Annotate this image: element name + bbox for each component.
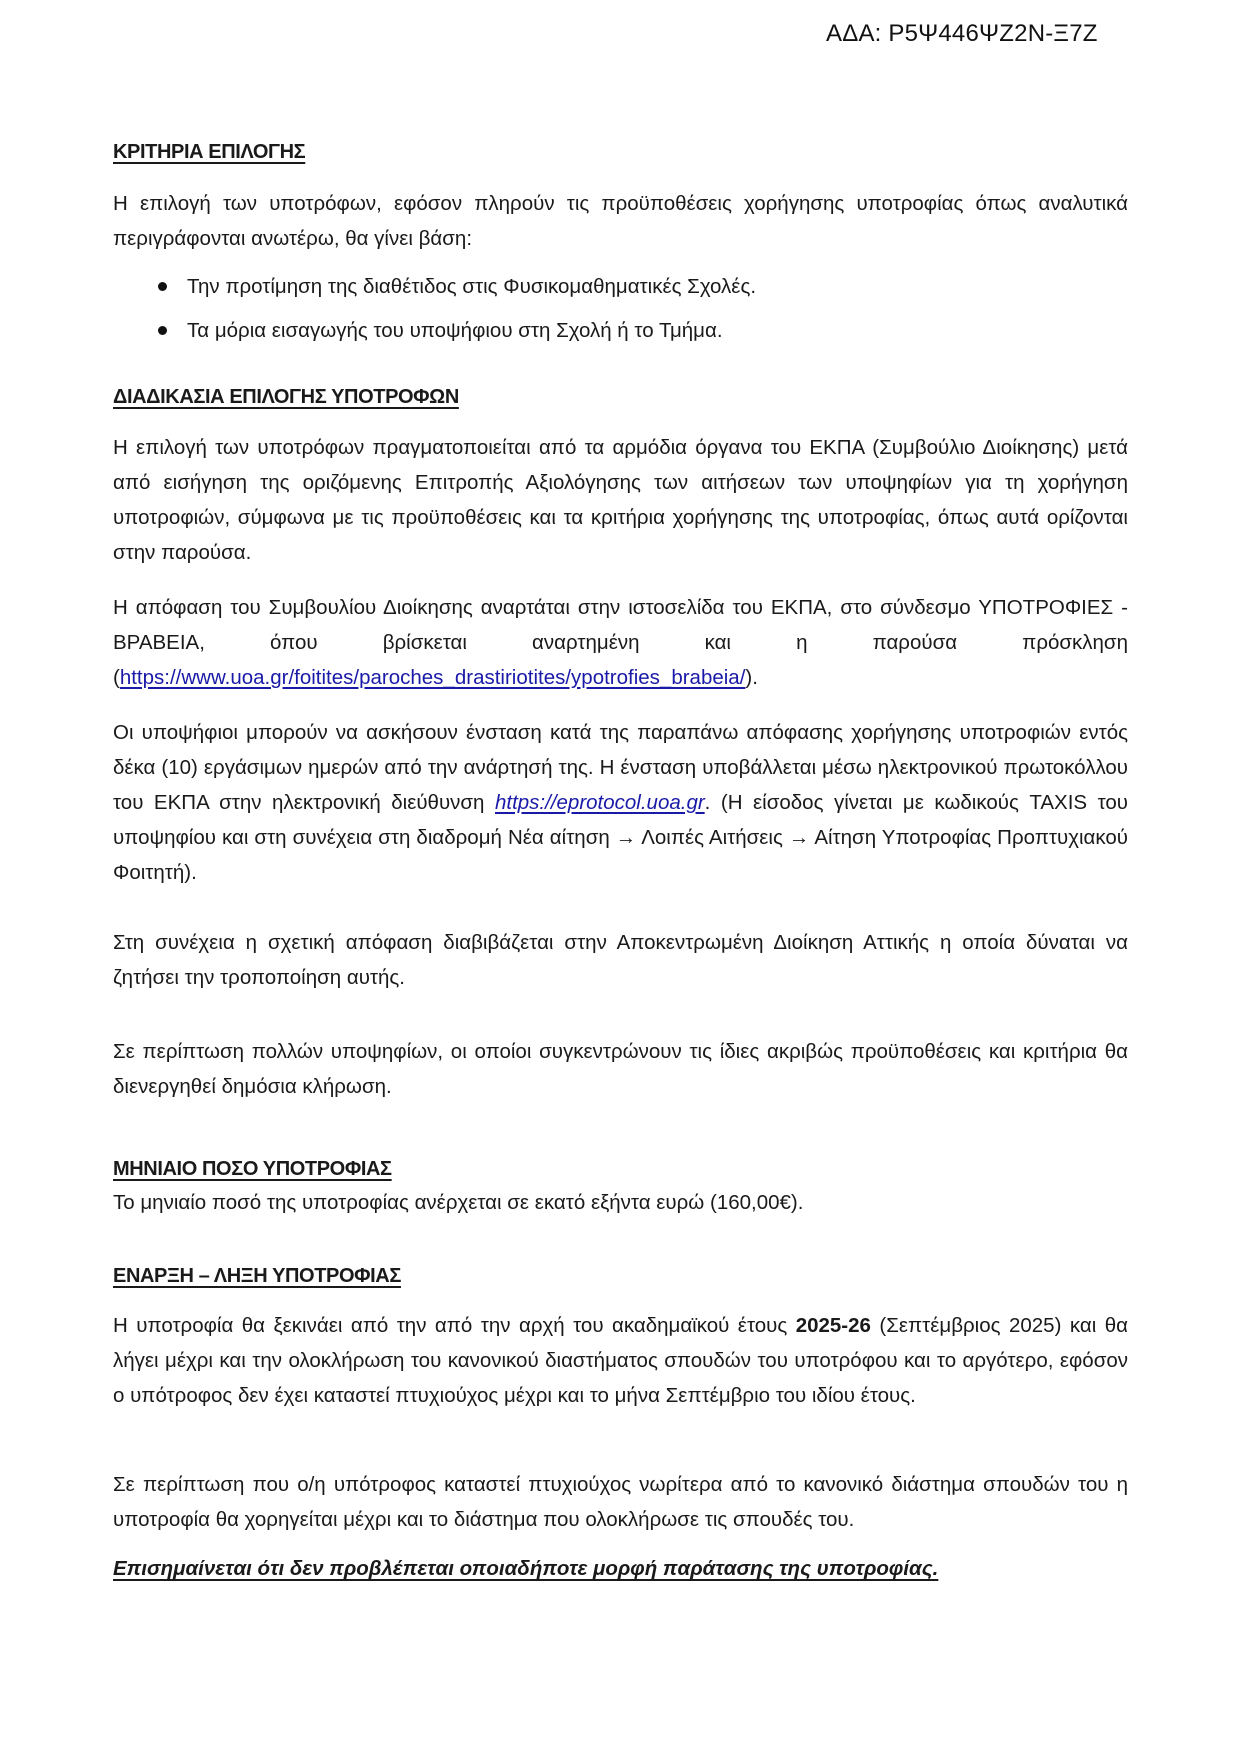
paragraph-text: Οι υποψήφιοι μπορούν να ασκήσουν ένσταση κατά της παραπάνω απόφασης χορήγησης υποτροφιών εντός δέκα (10) εργάσιμων ημερών από την ανάρτησή της. Η ένσταση υποβάλλεται μέσω ηλεκτρονικού πρωτοκόλλου του ΕΚΠΑ στην ηλεκτρονική διεύθυνση: [113, 721, 1128, 814]
bullet-icon: [158, 326, 167, 335]
list-item-text: Τα μόρια εισαγωγής του υποψήφιου στη Σχολή ή το Τμήμα.: [187, 319, 723, 342]
duration-paragraph-2: Σε περίπτωση που ο/η υπότροφος καταστεί πτυχιούχος νωρίτερα από το κανονικό διάστημα σπουδών του η υποτροφία θα χορηγείται μέχρι και το διάστημα που ολοκλήρωσε τις σπουδές του.: [113, 1473, 1128, 1531]
list-item: [113, 265, 1128, 309]
procedure-paragraph-4: Στη συνέχεια η σχετική απόφαση διαβιβάζεται στην Αποκεντρωμένη Διοίκηση Αττικής η οποία δύναται να ζητήσει την τροποποίηση αυτής.: [113, 931, 1128, 989]
procedure-paragraph-1: Η επιλογή των υποτρόφων πραγματοποιείται από τα αρμόδια όργανα του ΕΚΠΑ (Συμβούλιο Διοίκησης) μετά από εισήγηση της οριζόμενης Επιτροπής Αξιολόγησης των αιτήσεων των υποψηφίων για τη χορήγηση υποτροφιών, σύμφωνα με τις προϋποθέσεις και τα κριτήρια χορήγησης της υποτροφίας, όπως αυτά ορίζονται στην παρούσα.: [113, 436, 1128, 564]
duration-paragraph-1: [113, 1308, 1128, 1413]
procedure-paragraph-2: [113, 590, 1128, 695]
ada-code: ΑΔΑ: Ρ5Ψ446ΨΖ2Ν-Ξ7Ζ: [826, 20, 1098, 47]
academic-year: 2025-26: [795, 1314, 871, 1337]
paragraph-text: . (Η είσοδος γίνεται με κωδικούς TAXIS του υποψηφίου και στη συνέχεια στη διαδρομή Νέα αίτηση → Λοιπές Αιτήσεις → Αίτηση Υποτροφίας Προπτυχιακού Φοιτητή).: [113, 791, 1128, 884]
paragraph-text: (: [113, 666, 120, 689]
list-item-text: Την προτίμηση της διαθέτιδος στις Φυσικομαθηματικές Σχολές.: [187, 275, 757, 298]
procedure-paragraph-3: [113, 715, 1128, 890]
list-item: [113, 309, 1128, 353]
procedure-paragraph-5: Σε περίπτωση πολλών υποψηφίων, οι οποίοι συγκεντρώνουν τις ίδιες ακριβώς προϋποθέσεις και κριτήρια θα διενεργηθεί δημόσια κλήρωση.: [113, 1040, 1128, 1098]
heading-selection-procedure: ΔΙΑΔΙΚΑΣΙΑ ΕΠΙΛΟΓΗΣ ΥΠΟΤΡΟΦΩΝ: [113, 386, 459, 408]
extension-note: Επισημαίνεται ότι δεν προβλέπεται οποιαδήποτε μορφή παράτασης της υποτροφίας.: [113, 1557, 939, 1580]
criteria-list: [113, 265, 1128, 353]
eprotocol-link[interactable]: https://eprotocol.uoa.gr: [494, 791, 705, 814]
heading-start-end: ΕΝΑΡΞΗ – ΛΗΞΗ ΥΠΟΤΡΟΦΙΑΣ: [113, 1265, 401, 1287]
heading-monthly-amount: ΜΗΝΙΑΙΟ ΠΟΣΟ ΥΠΟΤΡΟΦΙΑΣ: [113, 1158, 392, 1180]
paragraph-text: ).: [745, 666, 758, 689]
scholarships-page-link[interactable]: https://www.uoa.gr/foitites/paroches_drastiriotites/ypotrofies_brabeia/: [119, 666, 746, 689]
heading-selection-criteria: ΚΡΙΤΗΡΙΑ ΕΠΙΛΟΓΗΣ: [113, 141, 306, 163]
paragraph-text: (Σεπτέμβριος 2025) και θα λήγει μέχρι και την ολοκλήρωση του κανονικού διαστήματος σπουδών του υποτρόφου και το αργότερο, εφόσον ο υπότροφος δεν έχει καταστεί πτυχιούχος μέχρι και το μήνα Σεπτέμβριο του ιδίου έτους.: [113, 1314, 1128, 1407]
monthly-amount-text: Το μηνιαίο ποσό της υποτροφίας ανέρχεται σε εκατό εξήντα ευρώ (160,00€).: [113, 1191, 804, 1214]
paragraph-text: Η υποτροφία θα ξεκινάει από την από την αρχή του ακαδημαϊκού έτους: [113, 1314, 796, 1337]
criteria-intro: Η επιλογή των υποτρόφων, εφόσον πληρούν τις προϋποθέσεις χορήγησης υποτροφίας όπως αναλυτικά περιγράφονται ανωτέρω, θα γίνει βάση:: [113, 192, 1128, 250]
bullet-icon: [158, 282, 167, 291]
paragraph-text: Η απόφαση του Συμβουλίου Διοίκησης αναρτάται στην ιστοσελίδα του ΕΚΠΑ, στο σύνδεσμο ΥΠΟΤΡΟΦΙΕΣ - ΒΡΑΒΕΙΑ, όπου βρίσκεται αναρτημένη και η παρούσα πρόσκληση: [113, 596, 1128, 654]
